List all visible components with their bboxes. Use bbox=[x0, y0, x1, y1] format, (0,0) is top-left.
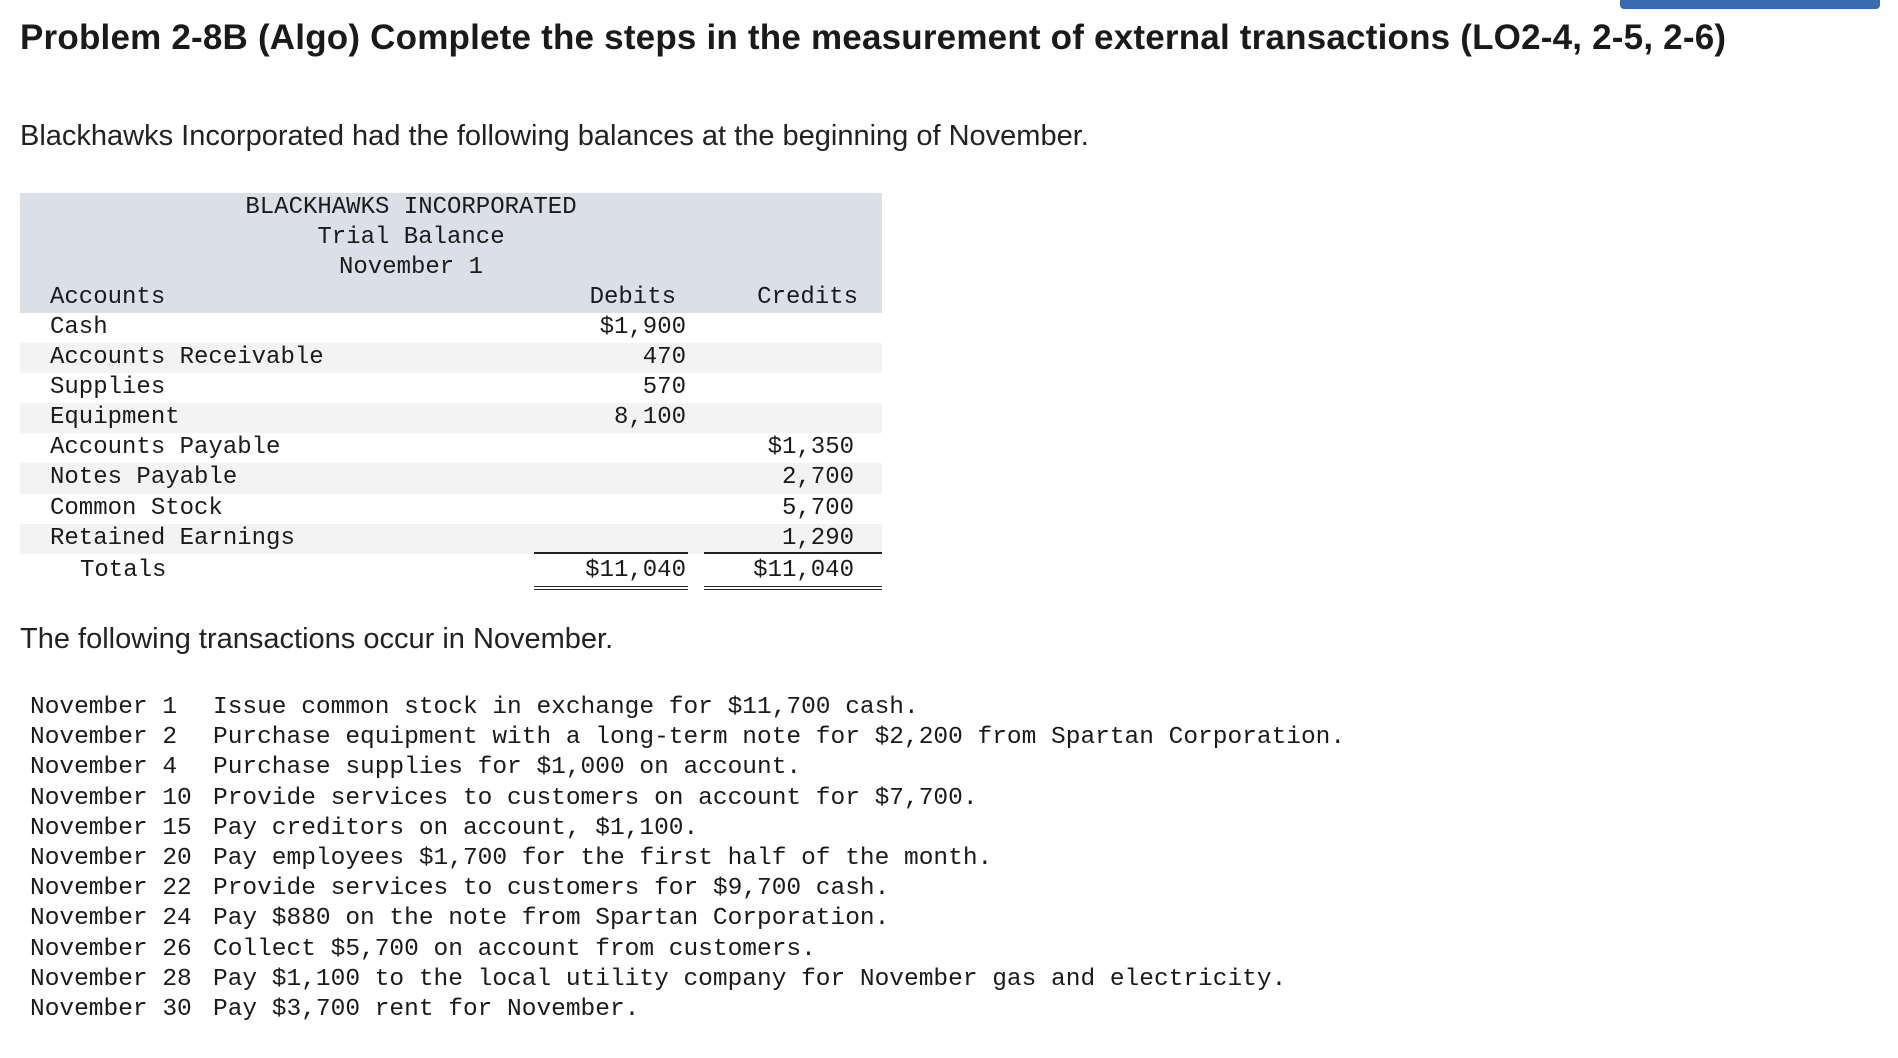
transaction-date: November 26 bbox=[30, 935, 192, 963]
transaction-date: November 2 bbox=[30, 724, 178, 752]
account-name: Retained Earnings bbox=[50, 524, 295, 552]
table-row bbox=[20, 343, 882, 373]
transaction-description: Pay $880 on the note from Spartan Corporation. bbox=[213, 905, 890, 933]
table-row bbox=[20, 494, 882, 524]
statement-name: Trial Balance bbox=[317, 224, 505, 251]
transaction-description: Pay $1,100 to the local utility company for November gas and electricity. bbox=[213, 965, 1287, 993]
table-row bbox=[20, 373, 882, 403]
company-name: BLACKHAWKS INCORPORATED bbox=[245, 194, 577, 221]
transaction-description: Provide services to customers for $9,700 cash. bbox=[213, 875, 890, 903]
debit-value: 570 bbox=[642, 374, 686, 402]
debit-total-double-rule bbox=[534, 586, 688, 590]
transaction-description: Provide services to customers on account for $7,700. bbox=[213, 784, 978, 812]
transactions-intro: The following transactions occur in November. bbox=[20, 623, 614, 655]
transaction-date: November 28 bbox=[30, 965, 192, 993]
credit-value: 5,700 bbox=[781, 494, 854, 522]
trial-balance-table bbox=[20, 193, 882, 588]
account-name: Equipment bbox=[50, 404, 180, 432]
transaction-date: November 22 bbox=[30, 875, 192, 903]
intro-text: Blackhawks Incorporated had the following balances at the beginning of November. bbox=[20, 120, 1089, 152]
column-header-debits: Debits bbox=[589, 284, 676, 311]
transaction-description: Issue common stock in exchange for $11,700 cash. bbox=[213, 694, 919, 721]
total-debits: $11,040 bbox=[585, 556, 686, 584]
column-header-accounts: Accounts bbox=[50, 284, 166, 311]
total-credits: $11,040 bbox=[753, 556, 854, 584]
transaction-description: Purchase equipment with a long-term note for $2,200 from Spartan Corporation. bbox=[213, 724, 1346, 752]
account-name: Cash bbox=[50, 314, 108, 341]
account-name: Accounts Receivable bbox=[50, 344, 324, 372]
transaction-date: November 15 bbox=[30, 814, 192, 842]
debit-value: $1,900 bbox=[599, 314, 686, 341]
transaction-date: November 4 bbox=[30, 754, 178, 782]
credit-value: $1,350 bbox=[767, 434, 854, 462]
transaction-date: November 24 bbox=[30, 905, 192, 933]
table-row bbox=[20, 524, 882, 554]
account-name: Common Stock bbox=[50, 494, 223, 522]
transaction-date: November 20 bbox=[30, 844, 192, 872]
debit-value: 470 bbox=[642, 344, 686, 372]
credit-value: 1,290 bbox=[781, 524, 854, 552]
table-row bbox=[20, 433, 882, 463]
transaction-description: Collect $5,700 on account from customers. bbox=[213, 935, 816, 963]
account-name: Accounts Payable bbox=[50, 434, 281, 462]
transaction-description: Pay creditors on account, $1,100. bbox=[213, 814, 699, 842]
account-name: Notes Payable bbox=[50, 464, 238, 492]
credit-total-double-rule bbox=[704, 586, 882, 590]
credit-value: 2,700 bbox=[781, 464, 854, 492]
table-row bbox=[20, 403, 882, 433]
table-row bbox=[20, 313, 882, 343]
transaction-description: Pay employees $1,700 for the first half of the month. bbox=[213, 844, 993, 872]
transaction-date: November 10 bbox=[30, 784, 192, 812]
transaction-date: November 30 bbox=[30, 995, 192, 1023]
trial-balance-header bbox=[20, 193, 882, 313]
transaction-description: Purchase supplies for $1,000 on account. bbox=[213, 754, 802, 782]
top-accent-bar bbox=[1620, 0, 1880, 9]
table-row bbox=[20, 463, 882, 493]
totals-row bbox=[20, 554, 882, 588]
debit-value: 8,100 bbox=[613, 404, 686, 432]
problem-title: Problem 2-8B (Algo) Complete the steps in the measurement of external transactions (LO2-4, 2-5, 2-6) bbox=[20, 18, 1727, 57]
statement-date: November 1 bbox=[338, 254, 484, 281]
totals-label: Totals bbox=[80, 556, 167, 584]
account-name: Supplies bbox=[50, 374, 166, 402]
column-header-credits: Credits bbox=[757, 284, 858, 311]
transaction-date: November 1 bbox=[30, 694, 178, 721]
transaction-description: Pay $3,700 rent for November. bbox=[213, 995, 640, 1023]
